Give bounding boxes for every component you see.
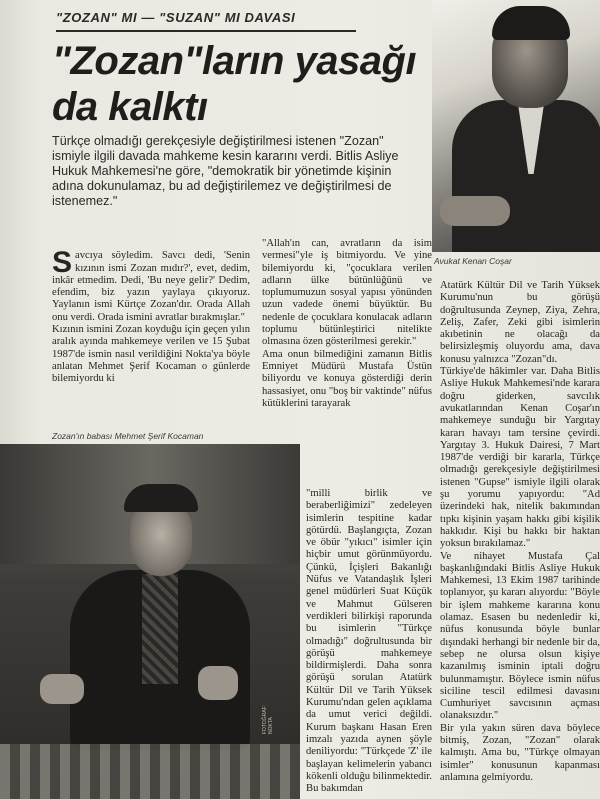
photo-left-hand	[40, 674, 84, 704]
caption-lawyer: Avukat Kenan Coşar	[434, 256, 512, 266]
photo-face	[130, 506, 192, 576]
kicker-underline	[56, 30, 356, 32]
drop-cap: S	[52, 246, 73, 280]
photo-hair	[492, 6, 570, 40]
photo-hand	[440, 196, 510, 226]
headline: "Zozan"ların yasağı da kalktı	[52, 39, 417, 129]
photo-cap	[124, 484, 198, 512]
article-column-2-continued: "milli birlik ve beraberliğimizi" zedeleyen isimlerin tespitine kadar götürdü. Başlangıçta, Zozan ve öbür "yıkıcı" isimler için hiçbir umut görünmüyordu. Çünkü, İçişleri Bakanlığı Nüfus ve Vatandaşlık İşleri genel müdürleri Suat Küçük ve Mahmut Gülseren verdikleri bilirkişi raporunda bu isimlerin "Türkçe olmadığı" doğrultusunda bir görüşü mahkemeye bildirmişlerdi. Daha sonra görüşü sorulan Atatürk Kültür Dil ve Tarih Yüksek Kurumu'ndan gelen açıklama da umut verici değildi. Kurum başkanı Hasan Eren imzalı yazıda aynen şöyle deniliyordu: "Türkçede 'Z' ile başlayan kelimelerin yabancı kökenli olduğu bilinmektedir. Bu bakımdan	[306, 488, 432, 795]
photo-credit: FOTOĞRAF: NOKTA	[262, 704, 274, 734]
photo-scarf	[142, 574, 178, 684]
column-1-text: avcıya söyledim. Savcı dedi, 'Senin kızının ismi Zozan mıdır?', evet, dedim, inkâr etmedim. Dedi, 'Bu neye gelir?' Dedim, efendim, biz yazın yaylaya çıkıyoruz. Yaylanın ismi Kürtçe Zozan'dır. Orada Allah onu verdi. Orada ismini avratlar bırakmışlar." Kızının ismini Zozan koyduğu için geçen yılın aralık ayında mahkemeye verilen ve 15 Şubat 1987'de ismin nasıl verildiğini Nokta'ya böyle anlatan Mehmet Şerif Kocaman o günlerde bilemiyordu ki	[52, 250, 250, 385]
photo-rug	[0, 744, 300, 799]
photo-right-hand	[198, 666, 238, 700]
father-photo	[0, 444, 300, 799]
article-column-1	[52, 238, 250, 386]
article-column-3: Atatürk Kültür Dil ve Tarih Yüksek Kurumu'nun bu görüşü doğrultusunda Zeynep, Ziya, Zehra, Zeliş, Zafer, Zeki gibi isimlerin akıbetinin ne olacağı da belirsizleşmiş oluyordu ama, dava konusu yalnızca "Zozan"dı. Türkiye'de hâkimler var. Daha Bitlis Asliye Hukuk Mahkemesi'nde karara doğru giderken, savcılık avukatlarından Kenan Coşar'ın mahkemeye sunduğu bir Yargıtay kararı havayı tam tersine çevirdi. Yargıtay 3. Hukuk Dairesi, 7 Mart 1987'de verdiği bir kararla, Türkçe olmadığı gerekçesiyle değiştirilmesi istenen "Gupse" ismiyle ilgili olarak şu yorumu yapıyordu: "Ad üzerindeki hak, nitelik bakımından tıpkı kişinin yaşam hakkı gibi kişilik hakkıdır. Kişi bu hakkı bir haktan yoksun bırakılamaz." Ve nihayet Mustafa Çal başkanlığındaki Bitlis Asliye Hukuk Mahkemesi, 13 Ekim 1987 tarihinde toplanıyor, şu kararı alıyordu: "Böyle bir işlem mahkeme kararına konu olamaz. Esasen bu nedenledir ki, nüfus konusunda böyle bunlar dışındaki herhangi bir nedenle bir da, sebep ne olursa olsun kişiye kazanılmış isminin iptali doğru bulunmamıştır. Böylece ismin nüfus siciline tescil edilmesi davasını Cumhuriyet savcısının açması olanaksızdır." Bir yıla yakın süren dava böylece bitmiş, Zozan, "Zozan" olarak kalmıştı. Ama bu, "Türkçe olmayan isimler" konusunun kapanması anlamına gelmiyordu.	[440, 280, 600, 783]
section-kicker: "ZOZAN" MI — "SUZAN" MI DAVASI	[56, 10, 296, 25]
caption-father: Zozan'ın babası Mehmet Şerif Kocaman	[52, 431, 204, 441]
article-column-2: "Allah'ın can, avratların da isim vermesi"yle iş bitmiyordu. Ve yine bilemiyordu ki, "çocuklara verilen adların ülke bütünlüğünü ve toplumumuzun sosyal yapısı yönünden uzun vadede önemi büyüktür. Bu nedenle de çocuklara konulacak adların toplumu bütünleştirici nitelikte olmasına özen gösterilmesi gerekir." Ama onun bilmediğini zamanın Bitlis Emniyet Müdürü Mustafa Üstün biliyordu ve konuya gösterdiği derin hassasiyet, onu "boş bir vaktinde" nüfus kütüklerini tarayarak	[262, 238, 432, 409]
lead-paragraph: Türkçe olmadığı gerekçesiyle değiştirilmesi istenen "Zozan" ismiyle ilgili davada mahkeme kesin kararını verdi. Bitlis Asliye Hukuk Mahkemesi'ne göre, "demokratik bir yönetimde kişinin adına dokunulamaz, bu ad değiştirilemez ve değiştirilmesi de istenemez."	[52, 134, 399, 208]
lawyer-photo	[432, 0, 600, 252]
